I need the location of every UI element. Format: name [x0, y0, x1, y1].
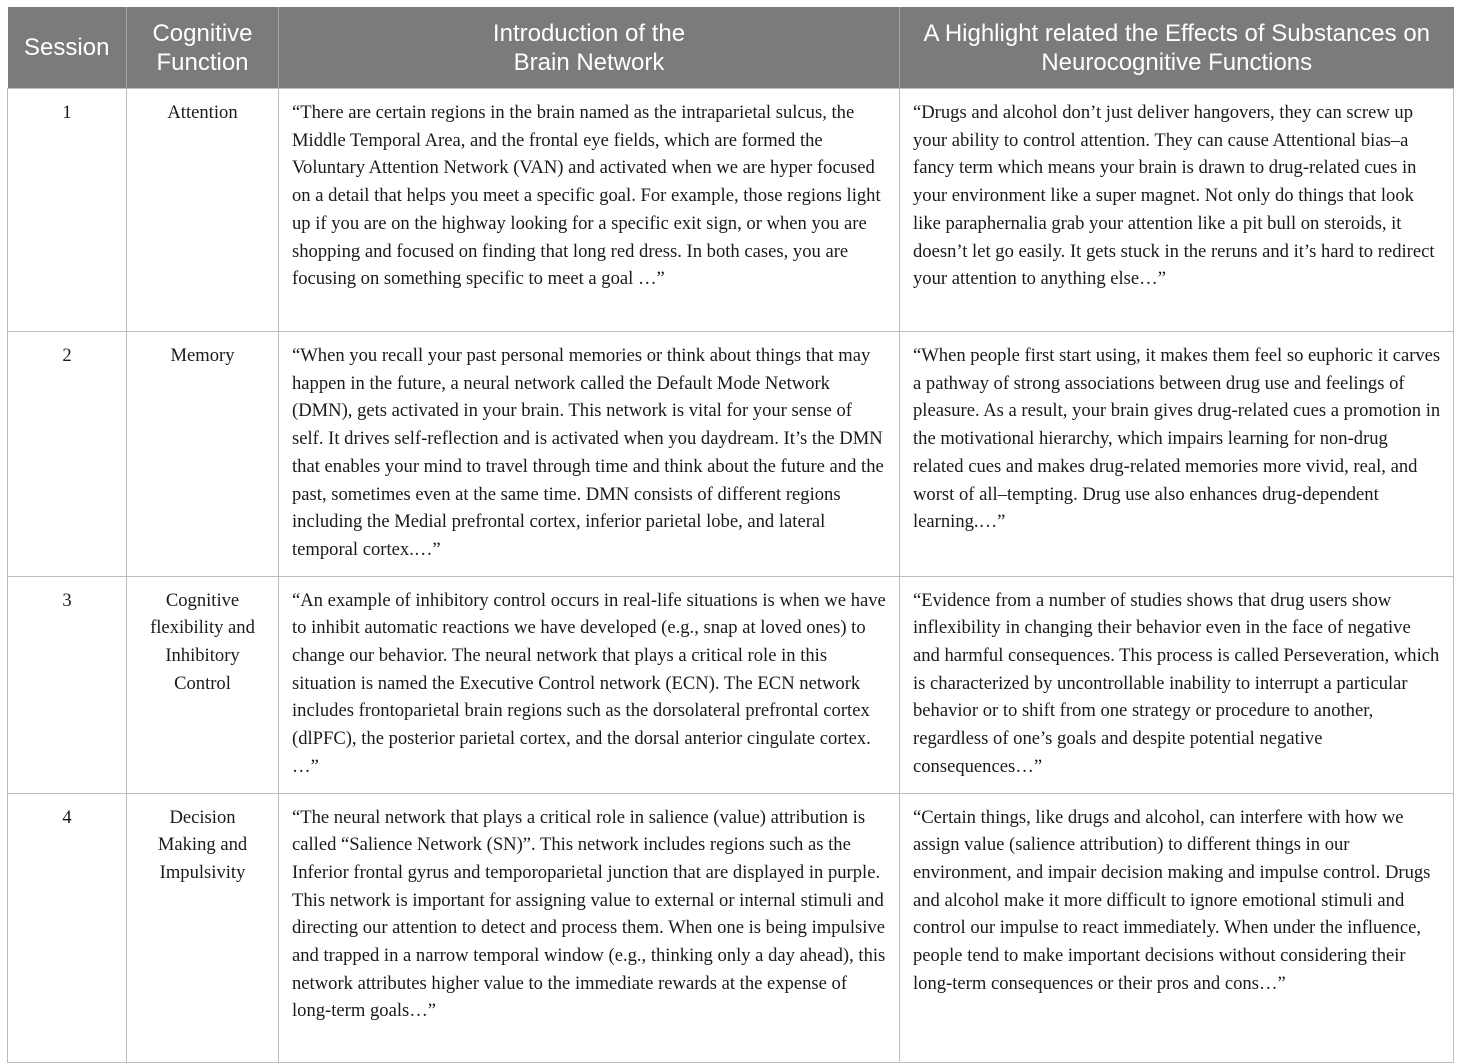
table-body [8, 89, 1454, 1063]
header-row [8, 7, 1454, 89]
session-number: 2 [8, 332, 127, 577]
sessions-table-container [7, 7, 1453, 1063]
table-header [8, 7, 1454, 89]
brain-network-intro: “There are certain regions in the brain named as the intraparietal sulcus, the Middle Temporal Area, and the frontal eye fields, which are formed the Voluntary Attention Network (VAN) and activated when we are hyper focused on a detail that helps you meet a specific goal. For example, those regions light up if you are on the highway looking for a specific exit sign, or when you are shopping and focused on finding that long red dress. In both cases, you are focusing on something specific to meet a goal …” [279, 89, 900, 332]
table-row [8, 332, 1454, 577]
header-cognitive-function: Cognitive Function [127, 7, 279, 89]
brain-network-intro: “An example of inhibitory control occurs in real-life situations is when we have to inhibit automatic reactions we have developed (e.g., snap at loved ones) to change our behavior. The neural network that plays a critical role in this situation is named the Executive Control network (ECN). The ECN network includes frontoparietal brain regions such as the dorsolateral prefrontal cortex (dlPFC), the posterior parietal cortex, and the dorsal anterior cingulate cortex. …” [279, 576, 900, 793]
substance-highlight: “Certain things, like drugs and alcohol, can interfere with how we assign value (salience attribution) to different things in our environment, and impair decision making and impulse control. Drugs and alcohol make it more difficult to ignore emotional stimuli and control our impulse to react immediately. When under the influence, people tend to make important decisions without considering their long-term consequences or their pros and cons…” [900, 793, 1454, 1062]
cognitive-function: Cognitive flexibility and Inhibitory Control [127, 576, 279, 793]
header-brain-network: Introduction of the Brain Network [279, 7, 900, 89]
brain-network-intro: “When you recall your past personal memories or think about things that may happen in the future, a neural network called the Default Mode Network (DMN), gets activated in your brain. This network is vital for your sense of self. It drives self-reflection and is activated when you daydream. It’s the DMN that enables your mind to travel through time and think about the future and the past, sometimes even at the same time. DMN consists of different regions including the Medial prefrontal cortex, inferior parietal lobe, and lateral temporal cortex.…” [279, 332, 900, 577]
table-row [8, 89, 1454, 332]
substance-highlight: “Evidence from a number of studies shows that drug users show inflexibility in changing their behavior even in the face of negative and harmful consequences. This process is called Perseveration, which is characterized by uncontrollable inability to interrupt a particular behavior or to shift from one strategy or procedure to another, regardless of one’s goals and despite potential negative consequences…” [900, 576, 1454, 793]
header-substance-effects: A Highlight related the Effects of Substances on Neurocognitive Functions [900, 7, 1454, 89]
cognitive-function: Memory [127, 332, 279, 577]
table-row [8, 793, 1454, 1062]
brain-network-intro: “The neural network that plays a critical role in salience (value) attribution is called “Salience Network (SN)”. This network includes regions such as the Inferior frontal gyrus and temporoparietal junction that are displayed in purple. This network is important for assigning value to external or internal stimuli and directing our attention to detect and process them. When one is being impulsive and trapped in a narrow temporal window (e.g., thinking only a day ahead), this network attributes higher value to the immediate rewards at the expense of long-term goals…” [279, 793, 900, 1062]
cognitive-function: Attention [127, 89, 279, 332]
session-number: 3 [8, 576, 127, 793]
substance-highlight: “When people first start using, it makes them feel so euphoric it carves a pathway of strong associations between drug use and feelings of pleasure. As a result, your brain gives drug-related cues a promotion in the motivational hierarchy, which impairs learning for non-drug related cues and makes drug-related memories more vivid, real, and worst of all–tempting. Drug use also enhances drug-dependent learning.…” [900, 332, 1454, 577]
table-row [8, 576, 1454, 793]
cognitive-function: Decision Making and Impulsivity [127, 793, 279, 1062]
session-number: 1 [8, 89, 127, 332]
session-number: 4 [8, 793, 127, 1062]
sessions-table [7, 7, 1454, 1063]
header-session: Session [8, 7, 127, 89]
substance-highlight: “Drugs and alcohol don’t just deliver hangovers, they can screw up your ability to control attention. They can cause Attentional bias–a fancy term which means your brain is drawn to drug-related cues in your environment like a super magnet. Not only do things that look like paraphernalia grab your attention like a pit bull on steroids, it doesn’t let go easily. It gets stuck in the reruns and it’s hard to redirect your attention to anything else…” [900, 89, 1454, 332]
